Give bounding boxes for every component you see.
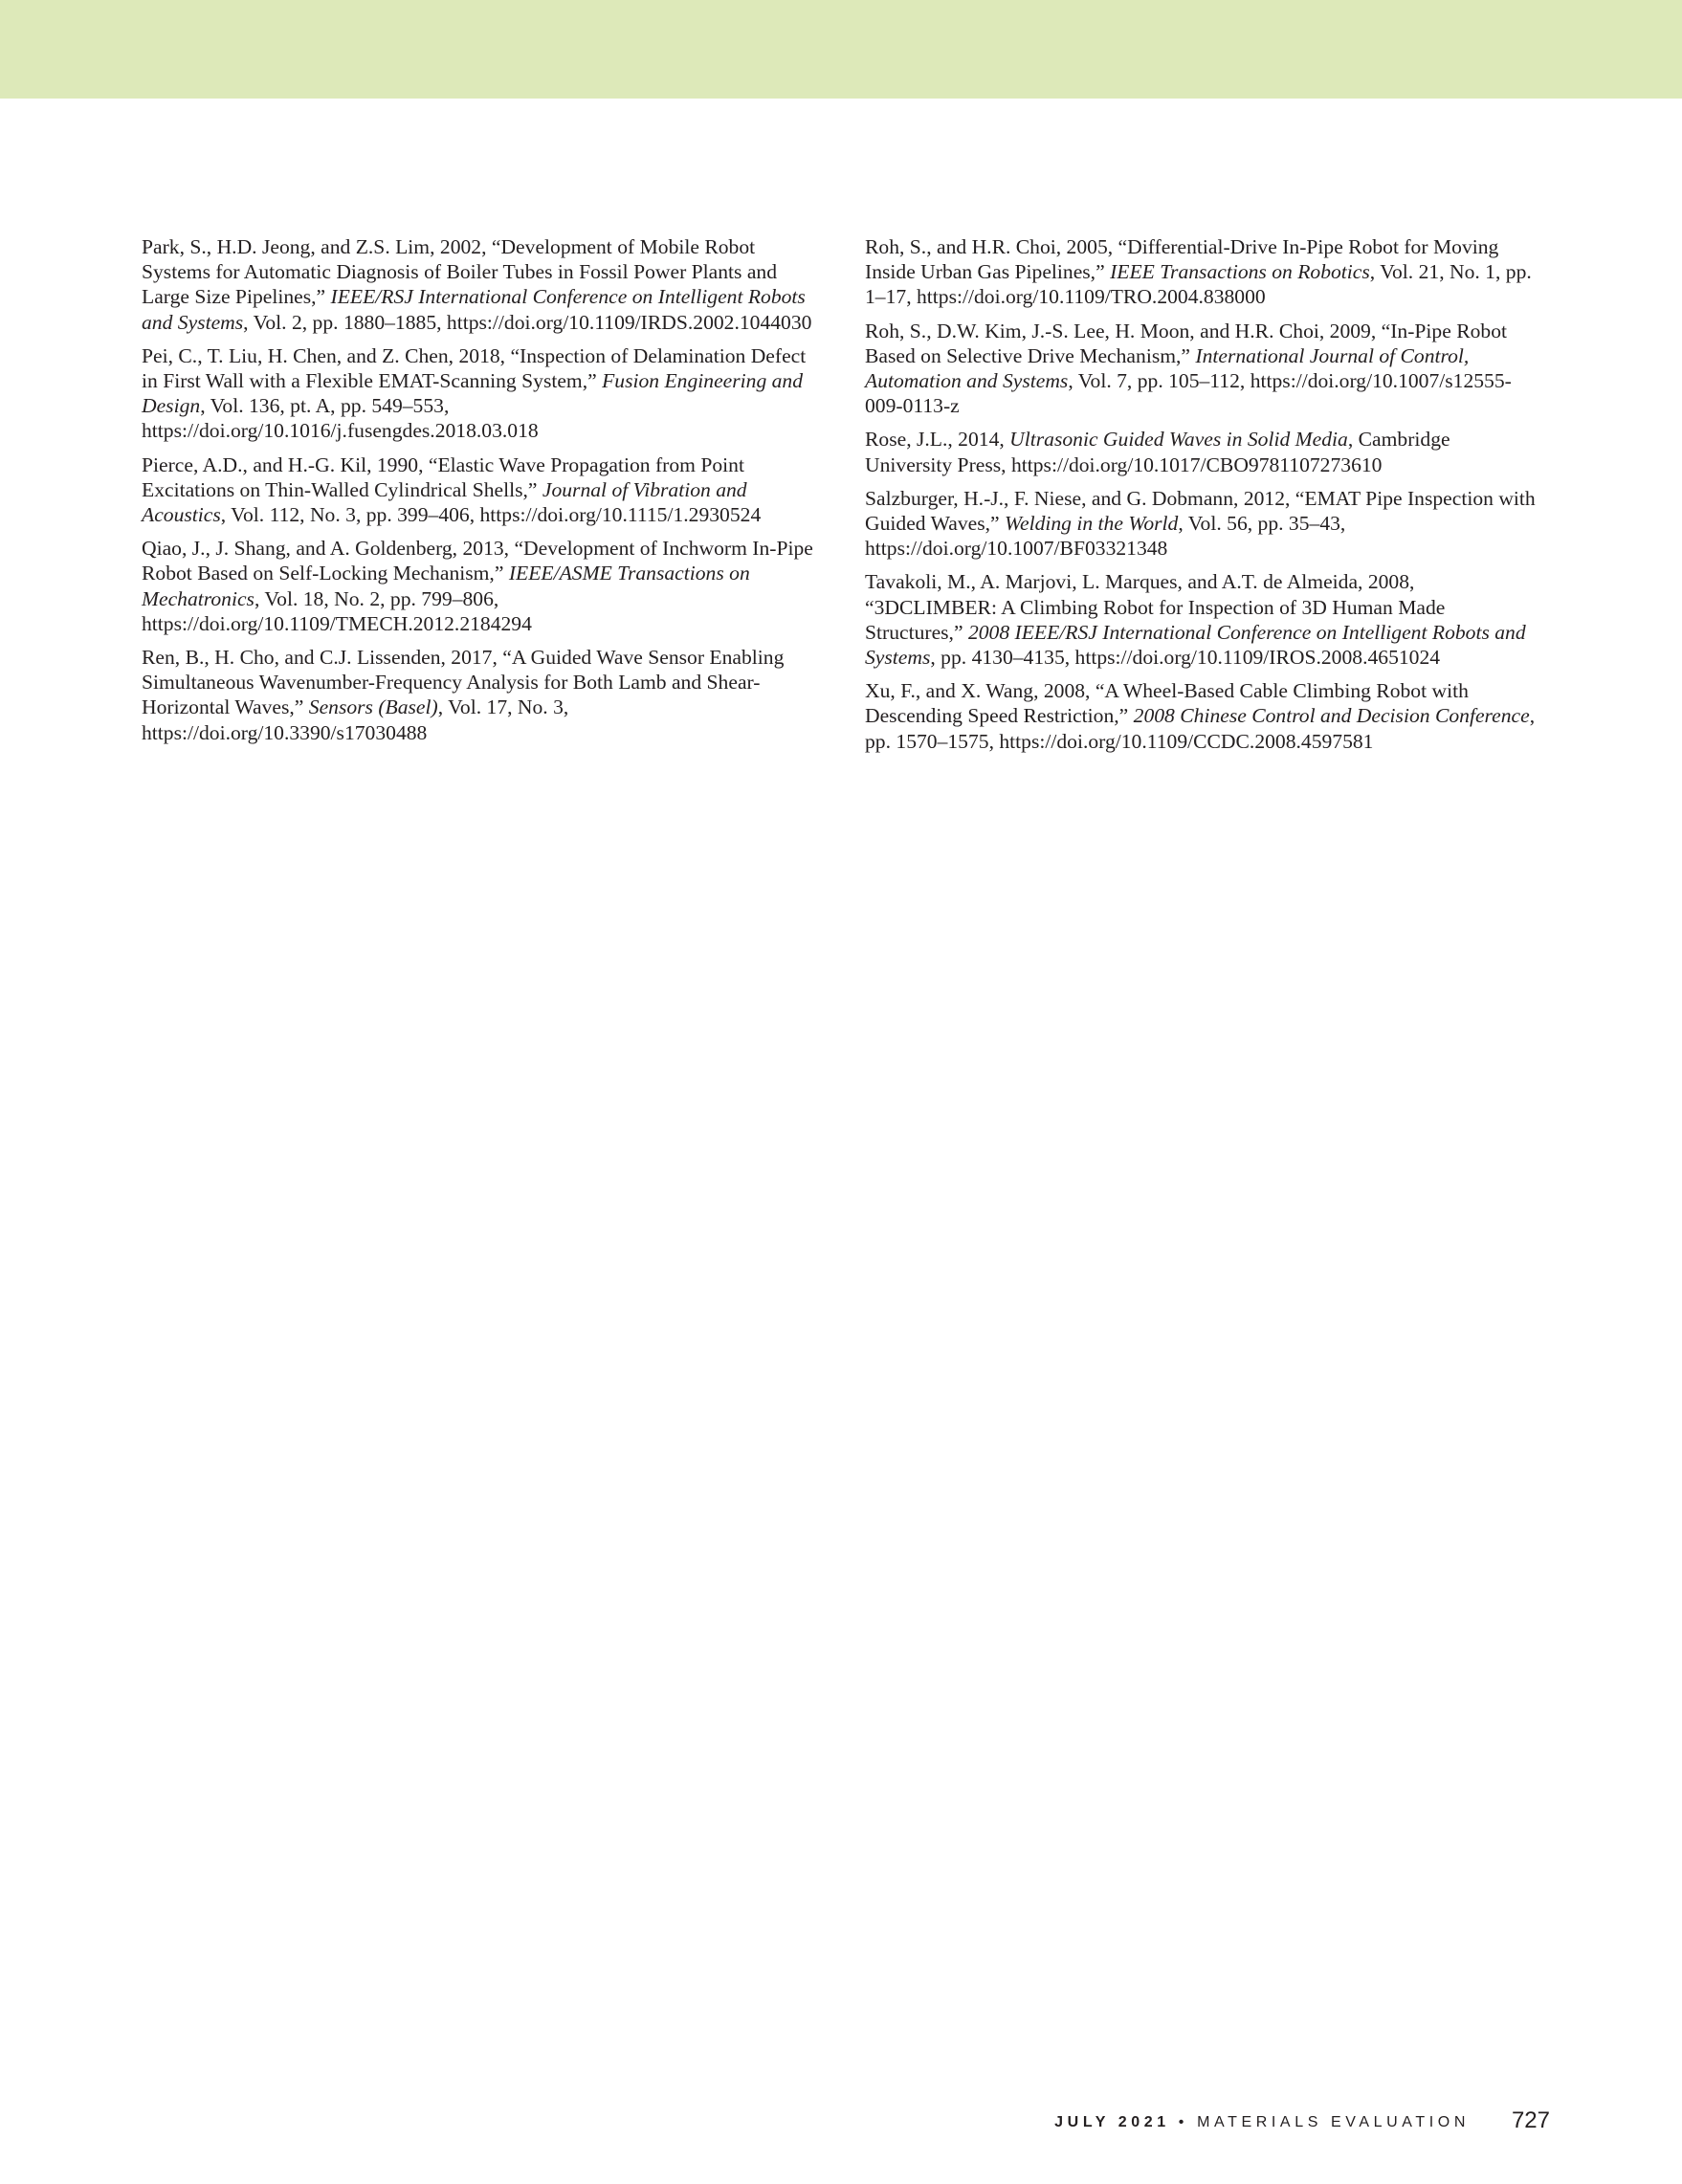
reference-pei-2018: Pei, C., T. Liu, H. Chen, and Z. Chen, 2018, “Inspection of Delamination Defect in First Wall with a Flexible EMAT-Scanning System,” Fusion Engineering and Design, Vol. 136, pt. A, pp. 549–553, https://doi.org/10.1016/j.fusengdes.2018.03.018	[142, 343, 807, 443]
footer-separator: •	[1169, 2114, 1198, 2130]
reference-xu-2008: Xu, F., and X. Wang, 2008, “A Wheel-Based Cable Climbing Robot with Descending Speed Restriction,” 2008 Chinese Control and Decision Conference, pp. 1570–1575, https://doi.org/10.1109/CCDC.2008.4597581	[865, 679, 1536, 753]
reference-ren-2017: Ren, B., H. Cho, and C.J. Lissenden, 2017, “A Guided Wave Sensor Enabling Simultaneous Wavenumber-Frequency Analysis for Both Lamb and Shear-Horizontal Waves,” Sensors (Basel), Vol. 17, No. 3, https://doi.org/10.3390/s17030488	[142, 646, 785, 744]
references-column-right	[865, 234, 1539, 762]
page-number: 727	[1511, 2107, 1550, 2133]
footer-issue-line	[1054, 2114, 1470, 2131]
footer-journal-name: MATERIALS EVALUATION	[1197, 2114, 1470, 2130]
reference-tavakoli-2008: Tavakoli, M., A. Marjovi, L. Marques, and A.T. de Almeida, 2008, “3DCLIMBER: A Climbing Robot for Inspection of 3D Human Made Structures,” 2008 IEEE/RSJ International Conference on Intelligent Robots and Systems, pp. 4130–4135, https://doi.org/10.1109/IROS.2008.4651024	[865, 570, 1526, 670]
footer-issue-date: JULY 2021	[1054, 2114, 1170, 2130]
reference-roh-2009: Roh, S., D.W. Kim, J.-S. Lee, H. Moon, and H.R. Choi, 2009, “In-Pipe Robot Based on Selective Drive Mechanism,” International Journal of Control, Automation and Systems, Vol. 7, pp. 105–112, https://doi.org/10.1007/s12555-009-0113-z	[865, 319, 1512, 418]
references-column-left	[142, 234, 816, 754]
reference-roh-2005: Roh, S., and H.R. Choi, 2005, “Differential-Drive In-Pipe Robot for Moving Inside Urban Gas Pipelines,” IEEE Transactions on Robotics, Vol. 21, No. 1, pp. 1–17, https://doi.org/10.1109/TRO.2004.838000	[865, 235, 1532, 309]
reference-salzburger-2012: Salzburger, H.-J., F. Niese, and G. Dobmann, 2012, “EMAT Pipe Inspection with Guided Waves,” Welding in the World, Vol. 56, pp. 35–43, https://doi.org/10.1007/BF03321348	[865, 486, 1536, 561]
reference-qiao-2013: Qiao, J., J. Shang, and A. Goldenberg, 2013, “Development of Inchworm In-Pipe Robot Based on Self-Locking Mechanism,” IEEE/ASME Transactions on Mechatronics, Vol. 18, No. 2, pp. 799–806, https://doi.org/10.1109/TMECH.2012.2184294	[142, 537, 813, 635]
reference-rose-2014: Rose, J.L., 2014, Ultrasonic Guided Waves in Solid Media, Cambridge University Press, https://doi.org/10.1017/CBO9781107273610	[865, 428, 1450, 476]
reference-pierce-1990: Pierce, A.D., and H.-G. Kil, 1990, “Elastic Wave Propagation from Point Excitations on Thin-Walled Cylindrical Shells,” Journal of Vibration and Acoustics, Vol. 112, No. 3, pp. 399–406, https://doi.org/10.1115/1.2930524	[142, 452, 762, 527]
header-band	[0, 0, 1682, 99]
reference-park-2002: Park, S., H.D. Jeong, and Z.S. Lim, 2002, “Development of Mobile Robot Systems for Automatic Diagnosis of Boiler Tubes in Fossil Power Plants and Large Size Pipelines,” IEEE/RSJ International Conference on Intelligent Robots and Systems, Vol. 2, pp. 1880–1885, https://doi.org/10.1109/IRDS.2002.1044030	[142, 235, 812, 334]
page-footer	[0, 2107, 1682, 2146]
